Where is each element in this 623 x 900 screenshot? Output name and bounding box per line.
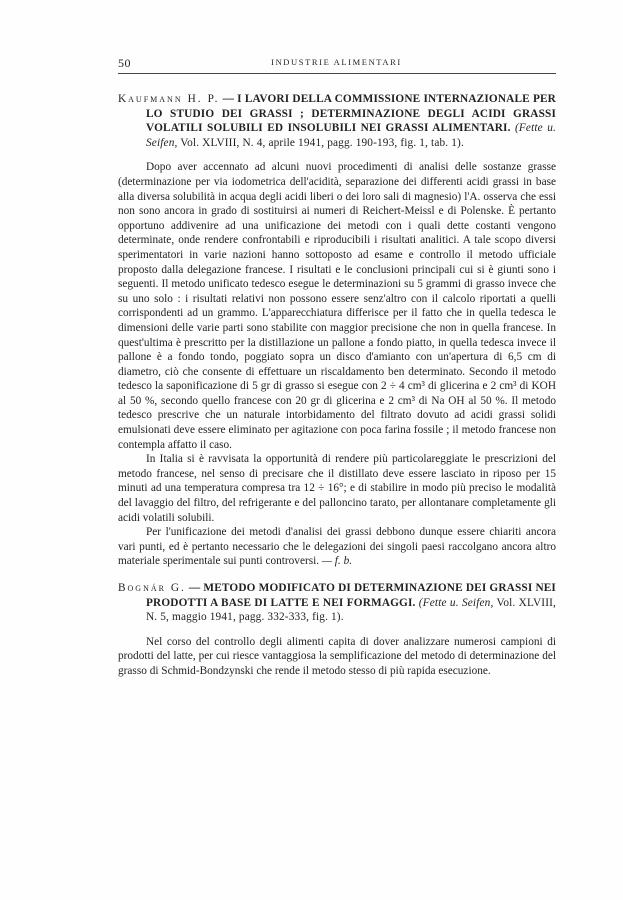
entry-1-title: I LAVORI DELLA COMMISSIONE INTERNAZIONALE PER LO STUDIO DEI GRASSI ; DETERMINAZIONE DEGLI ACIDI GRASSI VOLATILI SOLUBILI ED INSOLUBILI NEI GRASSI ALIMENTARI. [146, 93, 556, 135]
running-title: INDUSTRIE ALIMENTARI [271, 57, 402, 67]
entry-2-author: Bognár G. [118, 582, 186, 594]
entry-2-volume: Vol. XLVIII, N. 5, maggio 1941, pagg. 332-333, fig. 1). [146, 596, 556, 624]
entry-1-author: Kaufmann H. P. [118, 93, 220, 105]
entry-1-paragraph-text: Per l'unificazione dei metodi d'analisi dei grassi debbono dunque essere chiariti ancora vari punti, ed è pertanto necessario che le delegazioni dei singoli paesi raccolgano ancora altro materiale sperimentale sui punti controversi. [118, 526, 556, 568]
entry-1-journal: (Fette u. Seifen, [146, 122, 556, 149]
page-number: 50 [118, 56, 131, 70]
entry-2-title: METODO MODIFICATO DI DETERMINAZIONE DEI GRASSI NEI PRODOTTI A BASE DI LATTE E NEI FORMAGGI. [146, 582, 556, 609]
entry-2-heading [118, 581, 556, 625]
article-body [118, 92, 556, 679]
entry-1-paragraph: Dopo aver accennato ad alcuni nuovi procedimenti di analisi delle sostanze grasse (determinazione per via iodometrica dell'acidità, separazione dei differenti acidi grassi in base alla diversa solubilità in acqua degli acidi liberi o dei loro sali di magnesio) l'A. osserva che essi non sono ancora in grado di sostituirsi ai numeri di Reichert-Meissl e di Polenske. È pertanto opportuno addivenire ad una unificazione dei metodi con i quali dette costanti vengono determinate, onde rendere confrontabili e riproducibili i risultati analitici. A tale scopo diversi sperimentatori in varie nazioni hanno sottoposto ad esame e controllo il metodo ufficiale proposto dalla delegazione francese. I risultati e le conclusioni principali cui si è giunti sono i seguenti. Il metodo unificato tedesco esegue le determinazioni su 5 grammi di grasso invece che su uno solo : i risultati relativi non possono essere senz'altro con il calcolo riportati a quelli corrispondenti ad un grammo. L'apparecchiatura differisce per il fatto che in quella tedesca le dimensioni delle varie parti sono stabilite con maggior precisione che non in quella francese. In quest'ultima è prescritto per la distillazione un pallone a fondo piatto, in quella tedesca invece il pallone è a fondo tondo, poggiato sopra un disco d'amianto con un'apertura di 6,5 cm di diametro, ciò che consente di effettuare un riscaldamento ben determinato. Secondo il metodo tedesco la saponificazione di 5 gr di grasso si esegue con 2 ÷ 4 cm³ di glicerina e 2 cm³ di KOH al 50 %, secondo quello francese con 20 gr di glicerina e 2 cm³ di Na OH al 50 %. Il metodo tedesco prescrive che un naturale intorbidamento del filtrato dovuto ad acidi grassi solidi emulsionati deve essere eliminato per agitazione con poca farina fossile ; il metodo francese non contempla affatto il caso. [118, 161, 556, 451]
entry-2-paragraph: Nel corso del controllo degli alimenti capita di dover analizzare numerosi campioni di prodotti del latte, per cui riesce vantaggiosa la semplificazione del metodo di determinazione del grasso di Schmid-Bondzynski che rende il metodo stesso di più rapida esecuzione. [118, 635, 556, 677]
entry-2-dash: — [185, 582, 204, 594]
entry-1-paragraph: In Italia si è ravvisata la opportunità di rendere più particolareggiate le prescrizioni del metodo francese, nel senso di precisare che il distillato deve essere lasciato in riposo per 15 minuti ad una temperatura compresa tra 12 ÷ 16°; e di stabilire in modo più preciso le modalità del lavaggio del filtro, del refrigerante e del palloncino tarato, per allontanare completamente gli acidi volatili solubili. [118, 453, 556, 524]
header-rule [118, 73, 556, 74]
entry-1-volume: Vol. XLVIII, N. 4, aprile 1941, pagg. 190-193, fig. 1, tab. 1). [177, 136, 464, 149]
entry-1-heading [118, 92, 556, 150]
entry-1-signature: — f. b. [321, 555, 353, 568]
entry-1-paragraph [118, 525, 556, 569]
entry-2-journal: (Fette u. Seifen, [418, 596, 494, 609]
entry-1-dash: — [219, 93, 238, 105]
